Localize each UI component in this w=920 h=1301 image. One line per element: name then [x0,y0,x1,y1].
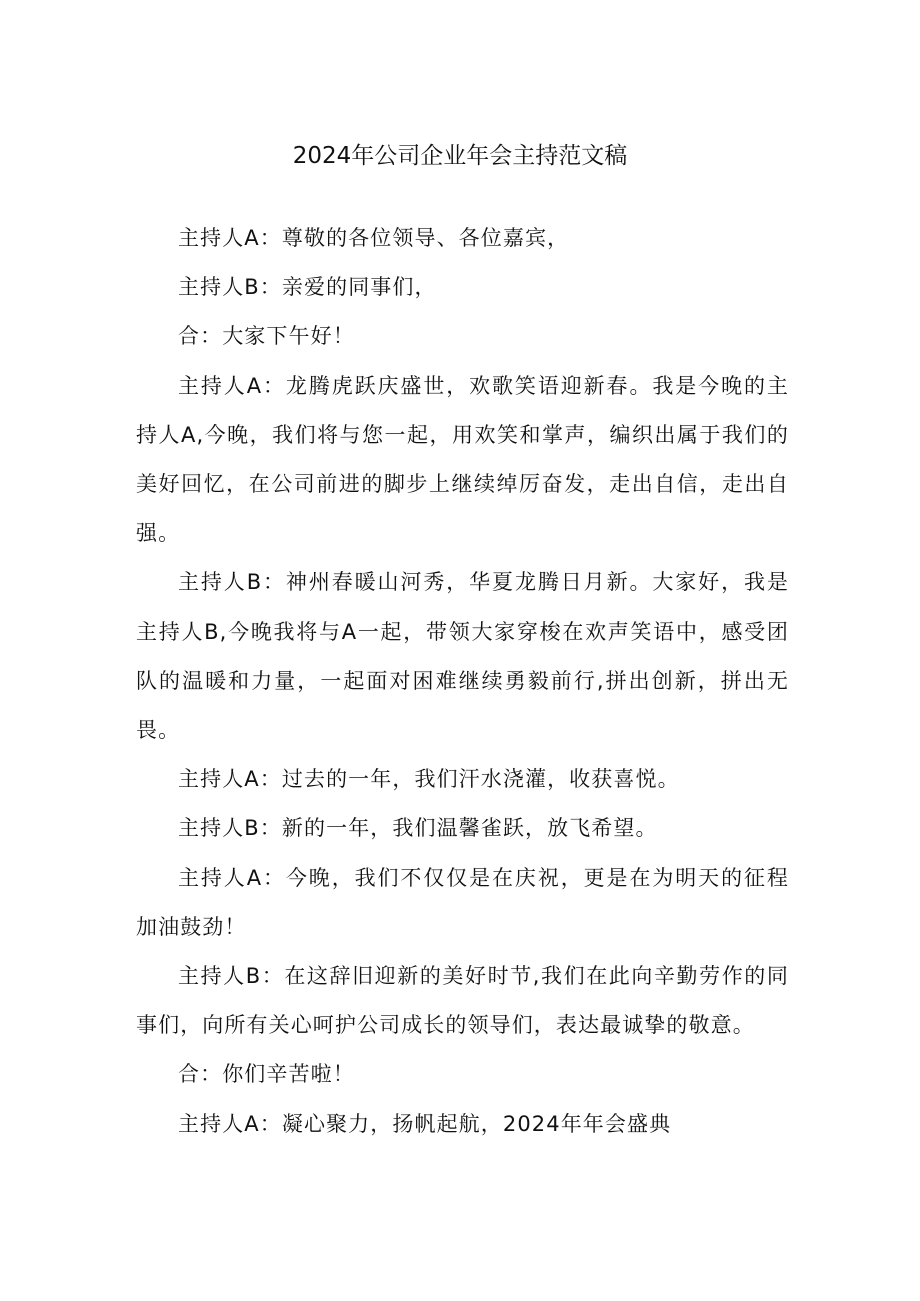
paragraph: 主持人A：尊敬的各位领导、各位嘉宾， [178,226,570,250]
paragraph: 合：你们辛苦啦！ [178,1062,355,1087]
paragraph: 主持人B：新的一年，我们温馨雀跃，放飞希望。 [178,816,658,841]
paragraph: 主持人B：亲爱的同事们， [178,275,437,300]
paragraph: 主持人B：神州春暖山河秀，华夏龙腾日月新。大家好，我是主持人B,今晚我将与A一起，带领大家穿梭在欢声笑语中，感受团队的温暖和力量，一起面对困难继续勇毅前行,拼出创新，拼出无畏。 [136,570,789,743]
paragraph: 合：大家下午好！ [178,324,355,349]
paragraph: 主持人B：在这辞旧迎新的美好时节,我们在此向辛勤劳作的同事们，向所有关心呵护公司成长的领导们，表达最诚挚的敬意。 [136,964,789,1038]
paragraph: 主持人A：过去的一年，我们汗水浇灌，收获喜悦。 [178,767,680,792]
paragraph: 主持人A：龙腾虎跃庆盛世，欢歌笑语迎新春。我是今晚的主持人A,今晚，我们将与您一起，用欢笑和掌声，编织出属于我们的美好回忆，在公司前进的脚步上继续绰厉奋发，走出自信，走出自强。 [136,373,789,546]
paragraph: 主持人A：凝心聚力，扬帆起航，2024年年会盛典 [178,1111,672,1136]
paragraph: 主持人A：今晚，我们不仅仅是在庆祝，更是在为明天的征程加油鼓劲！ [136,865,789,939]
document-title: 2024年公司企业年会主持范文稿 [292,143,628,169]
document-body [136,214,789,1149]
